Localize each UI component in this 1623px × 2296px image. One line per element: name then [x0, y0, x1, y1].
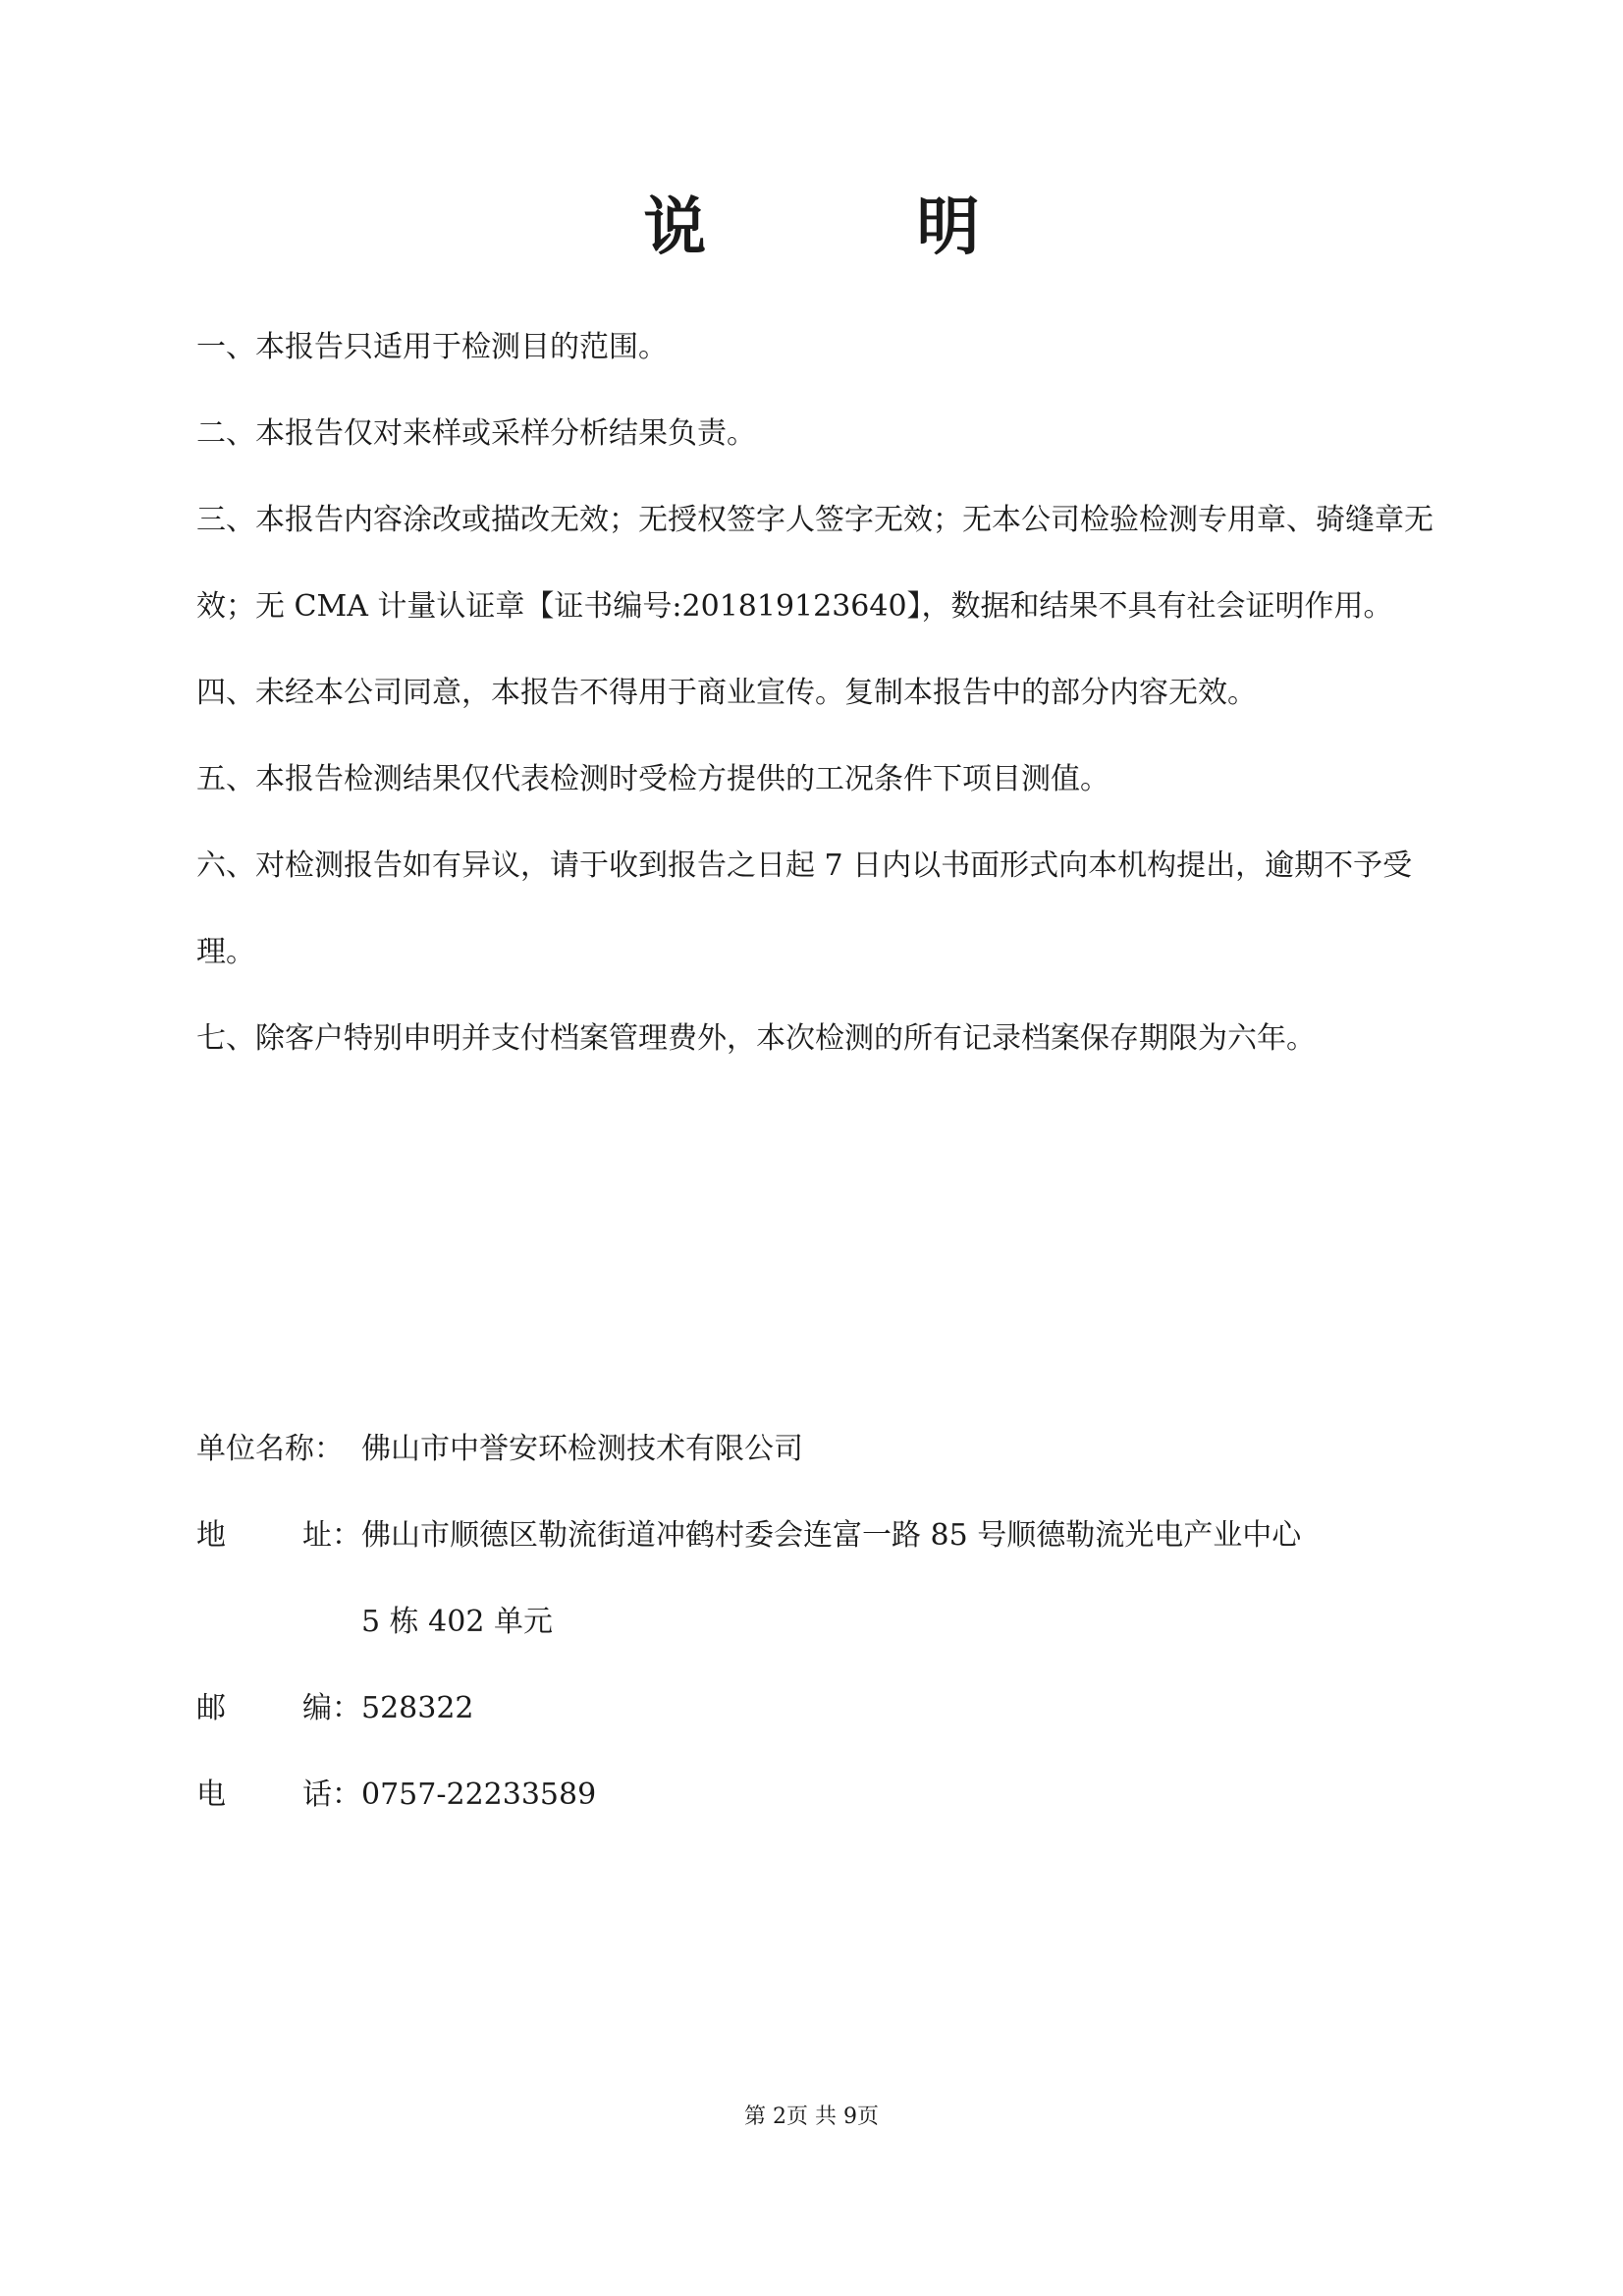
page-number: 第 2页 共 9页 — [744, 2105, 879, 2129]
note-item: 六、对检测报告如有异议，请于收到报告之日起 7 日内以书面形式向本机构提出，逾期不予受理。 — [196, 848, 1413, 969]
phone-label-suffix: 话： — [302, 1777, 361, 1812]
address-row — [196, 1493, 1443, 1666]
postcode-label-char: 邮 — [196, 1691, 226, 1725]
note-item: 四、未经本公司同意，本报告不得用于商业宣传。复制本报告中的部分内容无效。 — [196, 676, 1257, 710]
contact-info — [196, 1406, 1443, 1838]
phone-label — [196, 1752, 361, 1838]
phone-label-char: 电 — [196, 1777, 226, 1812]
note-item: 二、本报告仅对来样或采样分析结果负责。 — [196, 416, 756, 451]
phone-row — [196, 1752, 1443, 1838]
unit-value: 佛山市中誉安环检测技术有限公司 — [361, 1432, 803, 1466]
note-item: 七、除客户特别申明并支付档案管理费外，本次检测的所有记录档案保存期限为六年。 — [196, 1021, 1316, 1056]
postcode-label-suffix: 编： — [302, 1691, 361, 1725]
address-label — [196, 1493, 361, 1666]
note-item: 一、本报告只适用于检测目的范围。 — [196, 330, 668, 364]
postcode-value: 528322 — [361, 1691, 474, 1725]
postcode-label — [196, 1666, 361, 1752]
address-line-1: 佛山市顺德区勒流街道冲鹤村委会连富一路 85 号顺德勒流光电产业中心 — [361, 1518, 1302, 1553]
note-item: 五、本报告检测结果仅代表检测时受检方提供的工况条件下项目测值。 — [196, 762, 1109, 796]
address-label-suffix: 址： — [302, 1518, 361, 1553]
postcode-row — [196, 1666, 1443, 1752]
address-label-char: 地 — [196, 1518, 226, 1553]
notes-list — [196, 304, 1443, 1082]
note-item: 三、本报告内容涂改或描改无效；无授权签字人签字无效；无本公司检验检测专用章、骑缝章无效；无 CMA 计量认证章【证书编号:201819123640】，数据和结果不具有社会证明作用。 — [196, 503, 1434, 624]
address-line-2: 5 栋 402 单元 — [361, 1605, 553, 1639]
unit-label: 单位名称： — [196, 1432, 344, 1466]
unit-row — [196, 1406, 1443, 1493]
page-title: 说 明 — [643, 191, 1074, 264]
address-value — [361, 1493, 1443, 1666]
phone-value: 0757-22233589 — [361, 1777, 597, 1812]
